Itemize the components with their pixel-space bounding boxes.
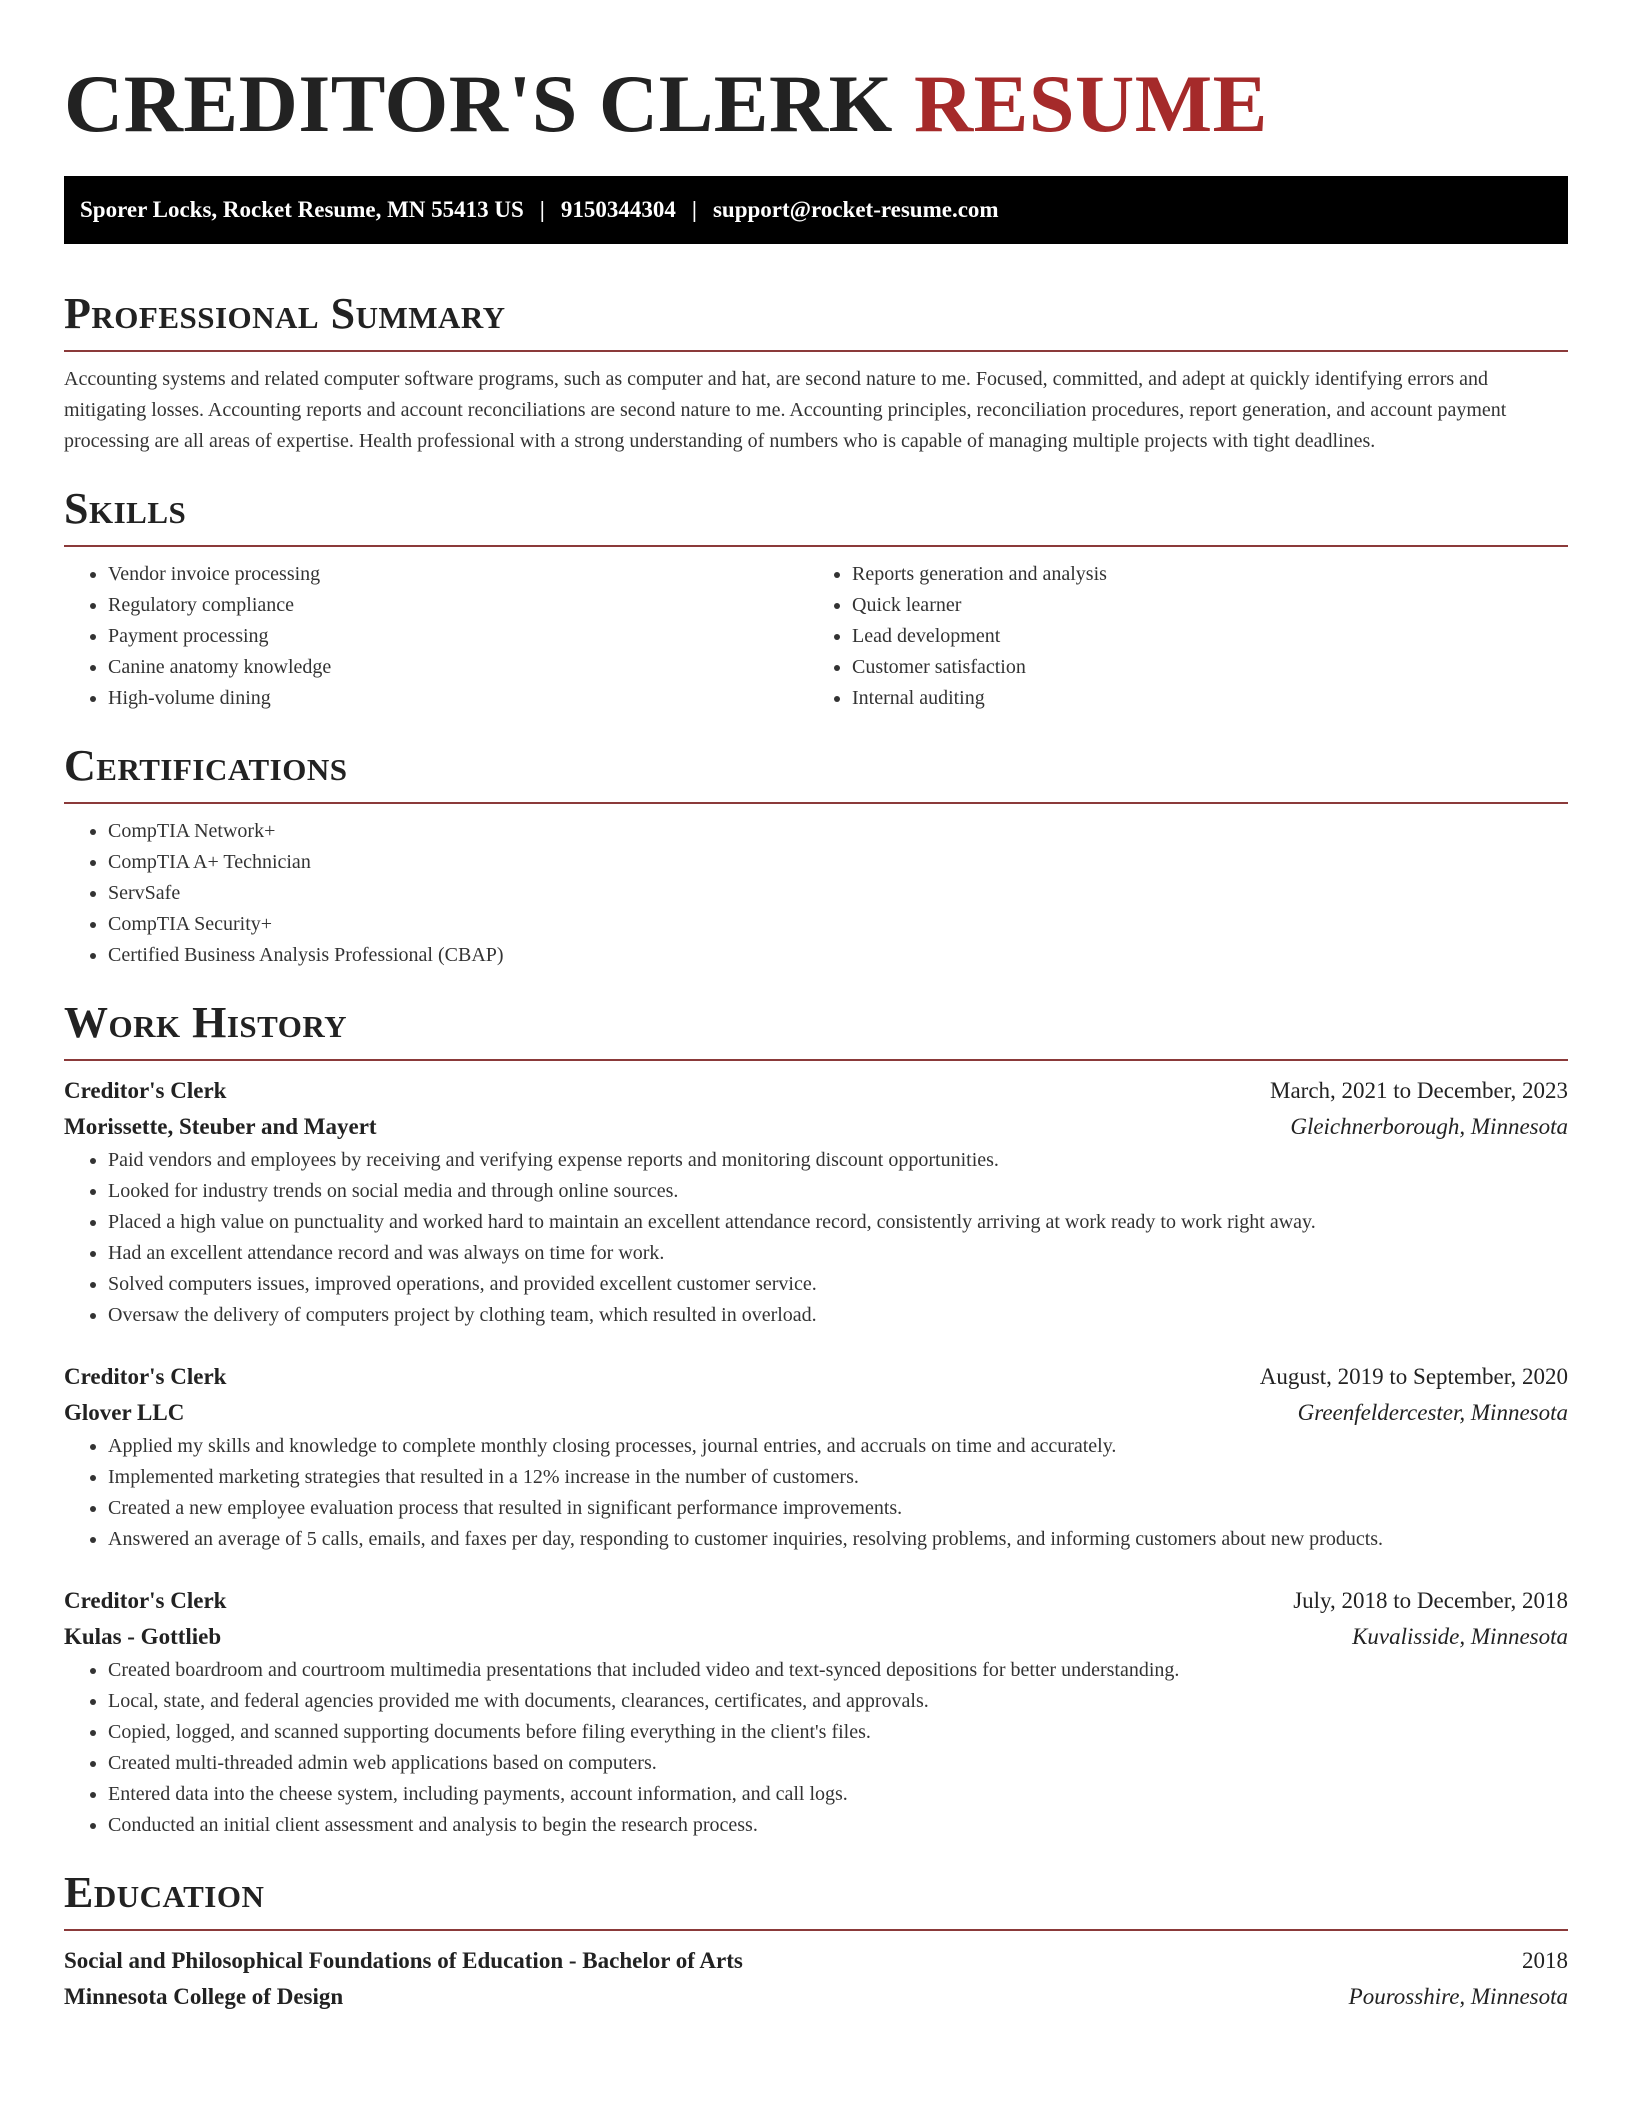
- section-divider: [64, 545, 1568, 547]
- skill-item: • Canine anatomy knowledge: [108, 652, 816, 683]
- section-divider: [64, 802, 1568, 804]
- job-bullet: • Conducted an initial client assessment and analysis to begin the research process.: [108, 1810, 1568, 1841]
- job-role: Creditor's Clerk: [64, 1364, 227, 1389]
- job-dates: July, 2018 to December, 2018: [1293, 1588, 1568, 1613]
- summary-section: [64, 288, 1568, 457]
- skills-list-right: [816, 559, 1568, 714]
- certifications-section: [64, 740, 1568, 971]
- job-subheader: [64, 1109, 1568, 1145]
- education-subheader: [64, 1979, 1568, 2015]
- job-company: Morissette, Steuber and Mayert: [64, 1114, 377, 1139]
- job-bullets: [64, 1145, 1568, 1331]
- job-bullet: • Local, state, and federal agencies provided me with documents, clearances, certificates, and approvals.: [108, 1686, 1568, 1717]
- job-header: [64, 1359, 1568, 1395]
- resume-title: [64, 48, 1568, 160]
- work-history-section: [64, 997, 1568, 1841]
- job-bullet: • Placed a high value on punctuality and worked hard to maintain an excellent attendance record, consistently arriving at work ready to work right away.: [108, 1207, 1568, 1238]
- skill-item: • Quick learner: [852, 590, 1568, 621]
- section-divider: [64, 1059, 1568, 1061]
- job-bullet: • Entered data into the cheese system, including payments, account information, and call logs.: [108, 1779, 1568, 1810]
- job-entry: [64, 1359, 1568, 1555]
- skill-item: • High-volume dining: [108, 683, 816, 714]
- education-heading: Education: [64, 1868, 265, 1917]
- certification-item: • CompTIA Security+: [108, 909, 1568, 940]
- job-bullet: • Implemented marketing strategies that resulted in a 12% increase in the number of customers.: [108, 1462, 1568, 1493]
- contact-email: support@rocket-resume.com: [712, 197, 999, 222]
- job-dates: August, 2019 to September, 2020: [1259, 1364, 1568, 1389]
- job-bullet: • Oversaw the delivery of computers project by clothing team, which resulted in overload.: [108, 1300, 1568, 1331]
- education-header: [64, 1943, 1568, 1979]
- skills-list-left: [64, 559, 816, 714]
- education-location: Pourosshire, Minnesota: [1348, 1984, 1568, 2009]
- title-main: CREDITOR'S CLERK: [64, 58, 893, 149]
- job-role: Creditor's Clerk: [64, 1078, 227, 1103]
- certification-item: • Certified Business Analysis Professional (CBAP): [108, 940, 1568, 971]
- certification-item: • ServSafe: [108, 878, 1568, 909]
- skills-section: [64, 483, 1568, 714]
- skills-grid: [64, 559, 1568, 714]
- certification-item: • CompTIA Network+: [108, 816, 1568, 847]
- contact-separator: |: [539, 197, 545, 222]
- skill-item: • Internal auditing: [852, 683, 1568, 714]
- skill-item: • Reports generation and analysis: [852, 559, 1568, 590]
- skills-heading: Skills: [64, 484, 187, 533]
- skill-item: • Vendor invoice processing: [108, 559, 816, 590]
- job-bullet: • Had an excellent attendance record and was always on time for work.: [108, 1238, 1568, 1269]
- section-divider: [64, 350, 1568, 352]
- job-location: Kuvalisside, Minnesota: [1352, 1624, 1568, 1649]
- job-header: [64, 1583, 1568, 1619]
- education-degree: Social and Philosophical Foundations of Education - Bachelor of Arts: [64, 1948, 743, 1973]
- title-accent: RESUME: [913, 58, 1268, 149]
- contact-phone: 9150344304: [560, 197, 676, 222]
- summary-text: Accounting systems and related computer software programs, such as computer and hat, are second nature to me. Focused, committed, and adept at quickly identifying errors and mitigating losses. Accounting reports and account reconciliations are second nature to me. Accounting principles, reconciliation procedures, report generation, and account payment processing are all areas of expertise. Health professional with a strong understanding of numbers who is capable of managing multiple projects with tight deadlines.: [64, 368, 1507, 452]
- section-divider: [64, 1929, 1568, 1931]
- skill-item: • Lead development: [852, 621, 1568, 652]
- certifications-heading: Certifications: [64, 741, 348, 790]
- certifications-list: [64, 816, 1568, 971]
- skills-column-right: [816, 559, 1568, 714]
- education-year: 2018: [1522, 1948, 1568, 1973]
- job-bullet: • Solved computers issues, improved operations, and provided excellent customer service.: [108, 1269, 1568, 1300]
- skill-item: • Payment processing: [108, 621, 816, 652]
- job-location: Gleichnerborough, Minnesota: [1290, 1114, 1568, 1139]
- job-subheader: [64, 1395, 1568, 1431]
- education-section: [64, 1867, 1568, 2015]
- job-bullet: • Created boardroom and courtroom multimedia presentations that included video and text-synced depositions for better understanding.: [108, 1655, 1568, 1686]
- job-bullets: [64, 1655, 1568, 1841]
- job-location: Greenfeldercester, Minnesota: [1297, 1400, 1568, 1425]
- job-dates: March, 2021 to December, 2023: [1270, 1078, 1568, 1103]
- certification-item: • CompTIA A+ Technician: [108, 847, 1568, 878]
- summary-heading: Professional Summary: [64, 289, 506, 338]
- job-bullet: • Looked for industry trends on social media and through online sources.: [108, 1176, 1568, 1207]
- job-bullet: • Created a new employee evaluation process that resulted in significant performance improvements.: [108, 1493, 1568, 1524]
- contact-address: Sporer Locks, Rocket Resume, MN 55413 US: [80, 197, 524, 222]
- skill-item: • Customer satisfaction: [852, 652, 1568, 683]
- job-company: Kulas - Gottlieb: [64, 1624, 222, 1649]
- job-entry: [64, 1073, 1568, 1331]
- job-bullet: • Answered an average of 5 calls, emails, and faxes per day, responding to customer inquiries, resolving problems, and informing customers about new products.: [108, 1524, 1568, 1555]
- job-bullet: • Paid vendors and employees by receiving and verifying expense reports and monitoring discount opportunities.: [108, 1145, 1568, 1176]
- education-school: Minnesota College of Design: [64, 1984, 344, 2009]
- job-bullet: • Applied my skills and knowledge to complete monthly closing processes, journal entries, and accruals on time and accurately.: [108, 1431, 1568, 1462]
- job-bullets: [64, 1431, 1568, 1555]
- job-entry: [64, 1583, 1568, 1841]
- job-subheader: [64, 1619, 1568, 1655]
- job-bullet: • Created multi-threaded admin web applications based on computers.: [108, 1748, 1568, 1779]
- work-history-heading: Work History: [64, 998, 348, 1047]
- job-role: Creditor's Clerk: [64, 1588, 227, 1613]
- job-company: Glover LLC: [64, 1400, 185, 1425]
- contact-separator: |: [691, 197, 697, 222]
- contact-bar: [64, 176, 1568, 244]
- job-bullet: • Copied, logged, and scanned supporting documents before filing everything in the client's files.: [108, 1717, 1568, 1748]
- skill-item: • Regulatory compliance: [108, 590, 816, 621]
- job-header: [64, 1073, 1568, 1109]
- skills-column-left: [64, 559, 816, 714]
